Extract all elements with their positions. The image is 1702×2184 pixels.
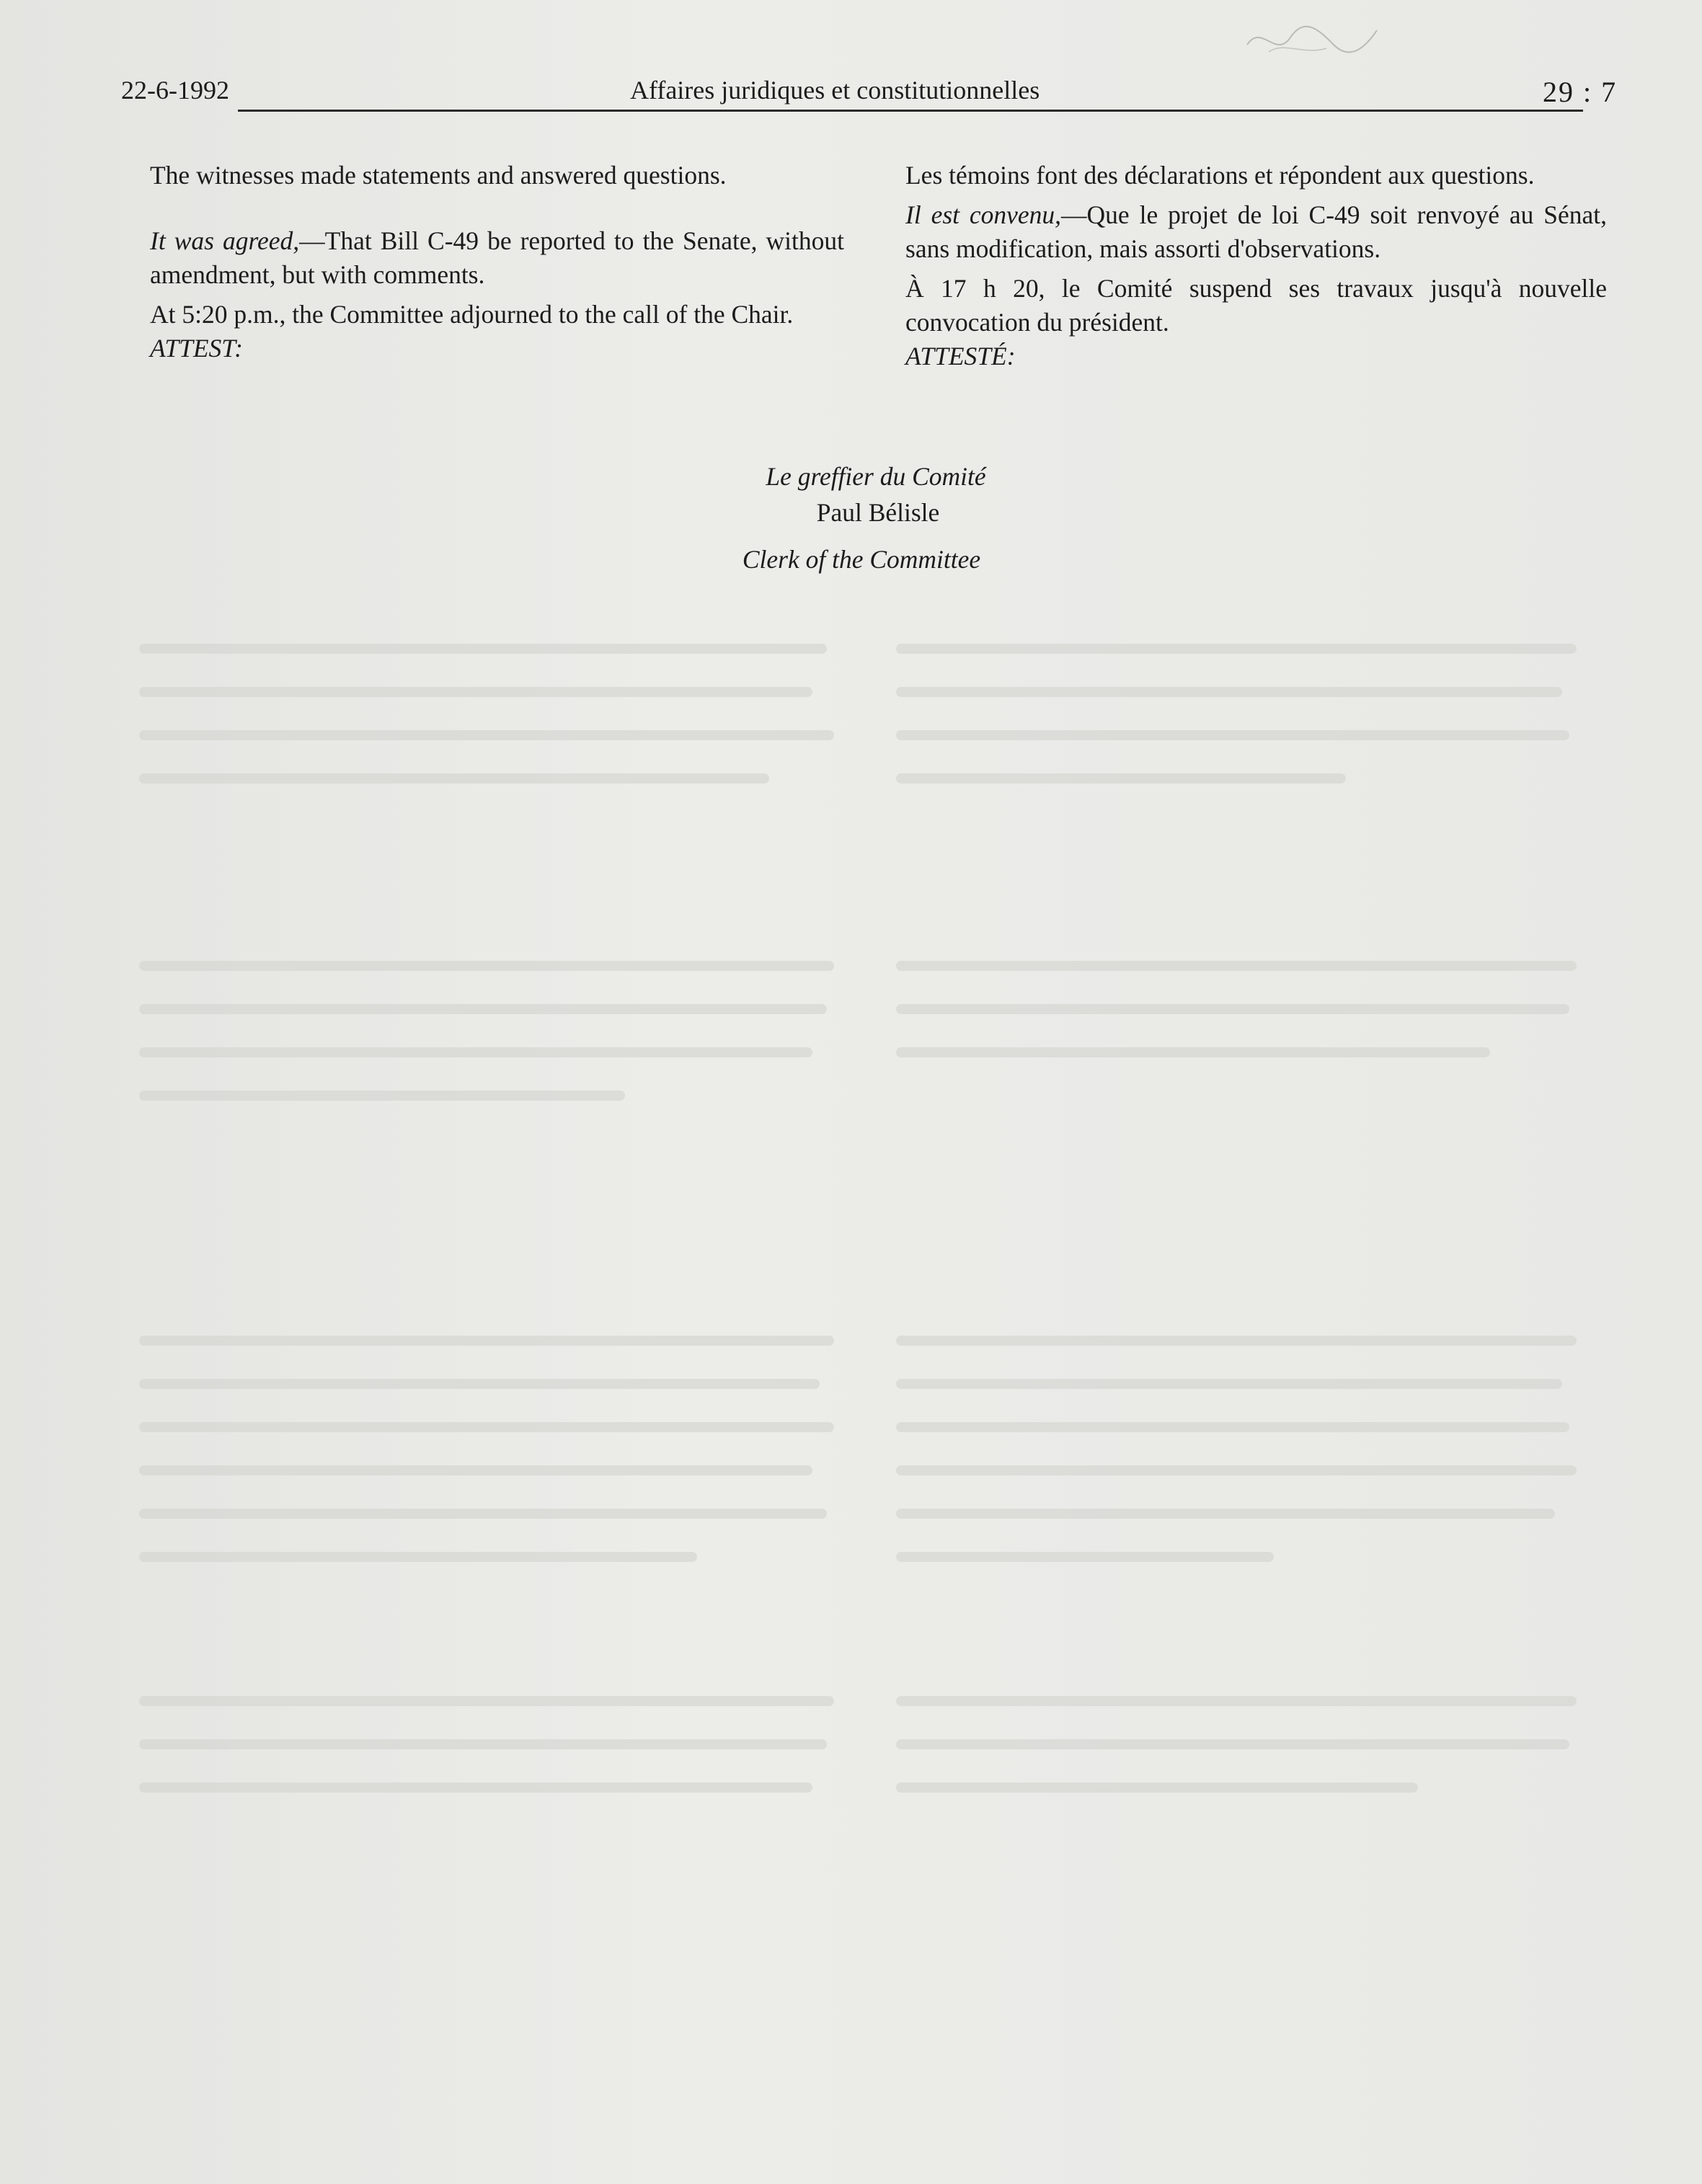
clerk-name: Paul Bélisle [816, 498, 940, 527]
convenu-paragraph [905, 198, 1607, 266]
agreed-text: —That Bill C-49 be reported to the Senate, without amendment, but with comments. [150, 226, 844, 289]
clerk-title: Clerk of the Committee [742, 545, 981, 574]
atteste-label: ATTESTÉ: [905, 342, 1016, 370]
agreed-paragraph [150, 224, 844, 292]
handwritten-scribble-icon [1240, 16, 1384, 66]
temoins-paragraph: Les témoins font des déclarations et répondent aux questions. [905, 161, 1535, 190]
attest-label: ATTEST: [150, 334, 243, 363]
adjourned-paragraph: At 5:20 p.m., the Committee adjourned to the call of the Chair. [150, 300, 794, 329]
english-column [150, 159, 844, 365]
agreed-lead: It was agreed, [150, 226, 300, 255]
greffier-title: Le greffier du Comité [766, 462, 986, 491]
convenu-lead: Il est convenu, [905, 200, 1062, 229]
suspend-paragraph: À 17 h 20, le Comité suspend ses travaux jusqu'à nouvelle convocation du président. [905, 274, 1607, 337]
witnesses-paragraph: The witnesses made statements and answered questions. [150, 161, 727, 190]
french-column [905, 159, 1607, 373]
header-title: Affaires juridiques et constitutionnelles [630, 76, 1040, 105]
header-page-number: 29 : 7 [1543, 76, 1618, 108]
header-date: 22-6-1992 [121, 76, 229, 105]
convenu-text: —Que le projet de loi C-49 soit renvoyé au Sénat, sans modification, mais assorti d'observations. [905, 200, 1607, 263]
show-through-texture [115, 620, 1600, 2061]
header-rule [238, 110, 1583, 112]
